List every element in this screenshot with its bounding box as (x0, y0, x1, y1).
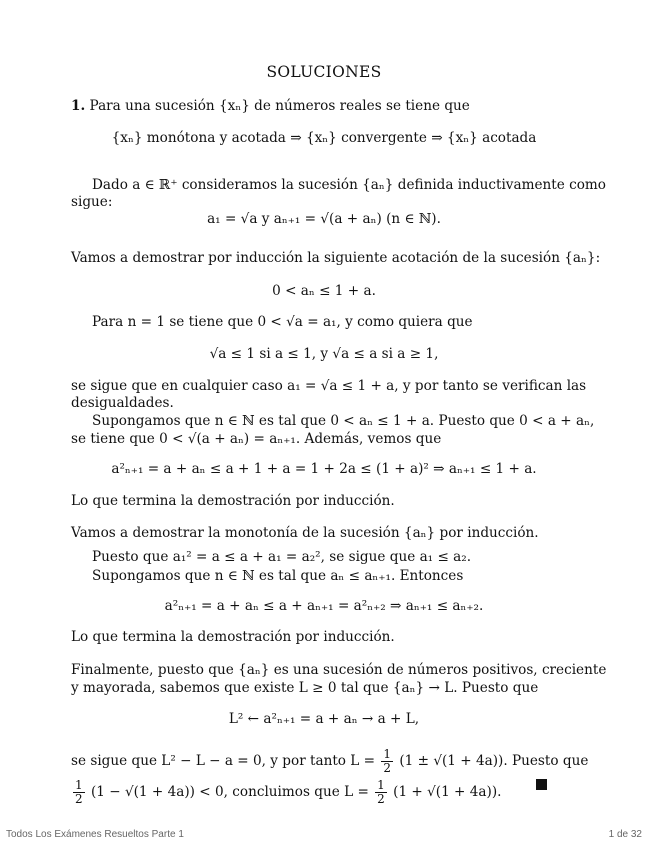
equation-induction-step: a²ₙ₊₁ = a + aₙ ≤ a + 1 + a = 1 + 2a ≤ (1 + a)² ⇒ aₙ₊₁ ≤ 1 + a. (111, 461, 537, 477)
page-title: SOLUCIONES (266, 63, 382, 81)
fraction-denominator: 2 (377, 792, 385, 806)
fraction-one-half (381, 748, 393, 775)
paragraph-solution-line2 (71, 779, 501, 806)
fraction-one-half-2 (73, 779, 85, 806)
paragraph-bound-intro: Vamos a demostrar por inducción la siguiente acotación de la sucesión {aₙ}: (71, 250, 601, 266)
paragraph-conclusion-line2: desigualdades. (71, 395, 174, 411)
equation-sqrt-cases: √a ≤ 1 si a ≤ 1, y √a ≤ a si a ≥ 1, (209, 346, 439, 362)
problem-1-text: Para una sucesión {xₙ} de números reales se tiene que (89, 98, 470, 114)
problem-number: 1. (71, 98, 86, 114)
paragraph-base-case: Para n = 1 se tiene que 0 < √a = a₁, y como quiera que (92, 314, 473, 330)
footer-document-title: Todos Los Exámenes Resueltos Parte 1 (6, 829, 184, 840)
paragraph-definition-line2: sigue: (71, 194, 113, 210)
qed-square-icon (536, 779, 547, 790)
paragraph-monotony-intro: Vamos a demostrar la monotonía de la sucesión {aₙ} por inducción. (71, 525, 539, 541)
equation-implications: {xₙ} monótona y acotada ⇒ {xₙ} convergente ⇒ {xₙ} acotada (111, 130, 537, 146)
equation-bound: 0 < aₙ ≤ 1 + a. (272, 283, 376, 299)
fraction-numerator: 1 (75, 778, 83, 792)
equation-recurrence: a₁ = √a y aₙ₊₁ = √(a + aₙ) (n ∈ ℕ). (207, 211, 441, 227)
equation-limit: L² ← a²ₙ₊₁ = a + aₙ → a + L, (228, 711, 420, 727)
paragraph-end-induction-1: Lo que termina la demostración por inducción. (71, 493, 395, 509)
paragraph-conclusion-line1: se sigue que en cualquier caso a₁ = √a ≤ 1 + a, y por tanto se verifican las (71, 378, 587, 394)
paragraph-end-induction-2: Lo que termina la demostración por inducción. (71, 629, 395, 645)
paragraph-induction-line2: se tiene que 0 < √(a + aₙ) = aₙ₊₁. Además, vemos que (71, 431, 442, 447)
solution-text-c: (1 − √(1 + 4a)) < 0, concluimos que L = (90, 784, 369, 800)
solution-text-d: (1 + √(1 + 4a)). (393, 784, 502, 800)
paragraph-limit-line1: Finalmente, puesto que {aₙ} es una sucesión de números positivos, creciente (71, 662, 607, 678)
fraction-numerator: 1 (377, 778, 385, 792)
paragraph-induction-line1: Supongamos que n ∈ ℕ es tal que 0 < aₙ ≤ 1 + a. Puesto que 0 < a + aₙ, (92, 413, 595, 429)
solution-text-a: se sigue que L² − L − a = 0, y por tanto L = (71, 753, 376, 769)
paragraph-monotony-step: Supongamos que n ∈ ℕ es tal que aₙ ≤ aₙ₊₁. Entonces (92, 568, 464, 584)
paragraph-limit-line2: y mayorada, sabemos que existe L ≥ 0 tal que {aₙ} → L. Puesto que (71, 680, 539, 696)
solution-text-b: (1 ± √(1 + 4a)). Puesto que (399, 753, 589, 769)
problem-1-statement (71, 97, 470, 115)
paragraph-monotony-base: Puesto que a₁² = a ≤ a + a₁ = a₂², se sigue que a₁ ≤ a₂. (92, 549, 472, 565)
paragraph-definition-line1: Dado a ∈ ℝ⁺ consideramos la sucesión {aₙ} definida inductivamente como (92, 177, 606, 193)
fraction-denominator: 2 (75, 792, 83, 806)
fraction-one-half-3 (375, 779, 387, 806)
equation-monotony: a²ₙ₊₁ = a + aₙ ≤ a + aₙ₊₁ = a²ₙ₊₂ ⇒ aₙ₊₁ ≤ aₙ₊₂. (164, 598, 484, 614)
footer-page-indicator: 1 de 32 (608, 829, 642, 840)
paragraph-solution-line1 (71, 748, 588, 775)
fraction-denominator: 2 (383, 761, 392, 775)
fraction-numerator: 1 (383, 747, 392, 761)
